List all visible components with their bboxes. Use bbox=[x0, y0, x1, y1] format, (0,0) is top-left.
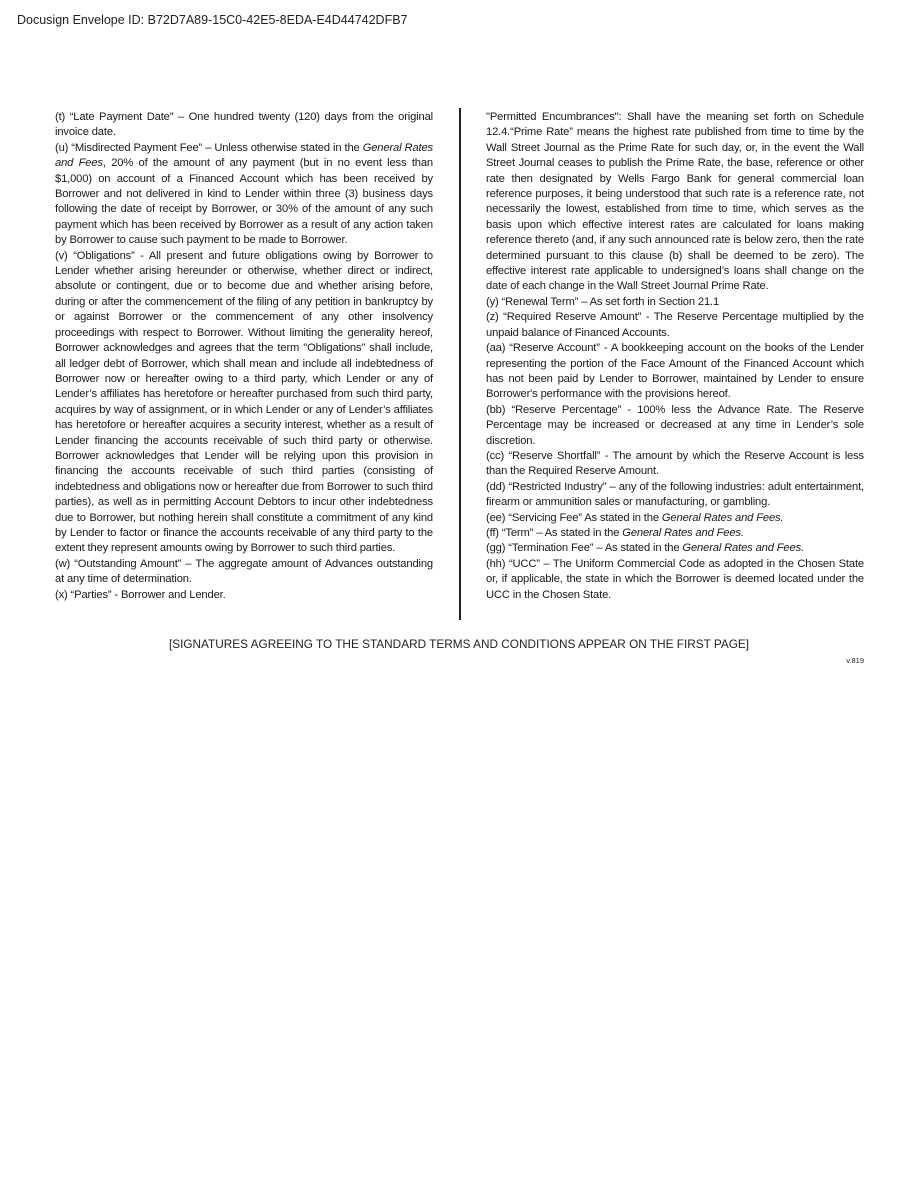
definition-parties: (x) “Parties” - Borrower and Lender. bbox=[55, 588, 226, 601]
definition-italic-ref: General Rates and Fees. bbox=[682, 542, 804, 555]
definition-italic-ref: General Rates and Fees. bbox=[661, 511, 784, 524]
definition-text: , 20% of the amount of any payment (but in no event less than $1,000) on account of a Financed Account which has been received by Borrower and not delivered in kind to Lender within three (3) business days following the date of receipt by Borrower, or 30% of the amount of any such payment which has been received by Borrower as a result of any action taken by Borrower to cause such payment to be made to Borrower. bbox=[55, 157, 433, 247]
column-divider bbox=[459, 108, 461, 620]
definition-text: (ee) “Servicing Fee” As stated in the bbox=[486, 511, 662, 524]
right-column bbox=[486, 110, 864, 603]
definition-renewal-term: (y) “Renewal Term” – As set forth in Section 21.1 bbox=[486, 295, 720, 308]
definition-misdirected-payment-fee bbox=[55, 141, 433, 249]
definition-restricted-industry: (dd) “Restricted Industry” – any of the following industries: adult entertainment, firearm or ammunition sales or manufacturing, or gambling. bbox=[486, 480, 864, 509]
definition-italic-ref: General Rates and Fees. bbox=[622, 526, 744, 539]
definition-late-payment-date: (t) “Late Payment Date” – One hundred twenty (120) days from the original invoice date. bbox=[55, 111, 433, 139]
definition-text: (gg) “Termination Fee” – As stated in the bbox=[486, 542, 683, 555]
definition-ucc: (hh) “UCC” – The Uniform Commercial Code as adopted in the Chosen State or, if applicable, the state in which the Borrower is deemed located under the UCC in the Chosen State. bbox=[486, 557, 864, 601]
definition-required-reserve-amount: (z) “Required Reserve Amount” - The Reserve Percentage multiplied by the unpaid balance of Financed Accounts. bbox=[486, 311, 864, 339]
definition-obligations: (v) “Obligations” - All present and future obligations owing by Borrower to Lender whether arising hereunder or otherwise, whether direct or indirect, absolute or contingent, due or to become due and whether arising before, during or after the commencement of the filing of any petition in bankruptcy by or against Borrower or the commencement of any other insolvency proceedings with respect to Borrower. Without limiting the generality hereof, Borrower acknowledges and agrees that the term "Obligations" shall include, all ledger debt of Borrower, which shall mean and include all indebtedness of Borrower now or hereafter owing to a third party, which Lender or any of Lender’s affiliates has heretofore or hereafter purchased from such third party, acquires by way of assignment, or in which Lender or any of Lender’s affiliates has heretofore or hereafter acquires a security interest, whether as a result of Lender financing the accounts receivable of such third party or otherwise. Borrower acknowledges that Lender will be relying upon this provision in financing the accounts receivable of such third parties (consisting of indebtedness and obligations now or hereafter due from Borrower to such third parties), as well as in permitting Account Debtors to incur other indebtedness due to Borrower, but nothing herein shall constitute a commitment of any kind by Lender to factor or finance the accounts receivable of any third party to the extent they represent amounts owing by Borrower to such third parties. bbox=[55, 249, 433, 555]
definition-italic-ref: General Rates and Fees bbox=[55, 141, 433, 170]
envelope-id-header: Docusign Envelope ID: B72D7A89-15C0-42E5-8EDA-E4D44742DFB7 bbox=[17, 13, 408, 27]
definition-text: (ff) “Term” – As stated in the bbox=[486, 526, 623, 539]
definition-termination-fee bbox=[486, 541, 864, 556]
definition-reserve-shortfall: (cc) “Reserve Shortfall” - The amount by which the Reserve Account is less than the Required Reserve Amount. bbox=[486, 449, 864, 478]
definition-reserve-account: (aa) “Reserve Account” - A bookkeeping account on the books of the Lender representing the portion of the Face Amount of the Financed Account which has not been paid by Lender to Borrower, maintained by Lender to ensure Borrower's performance with the provisions hereof. bbox=[486, 342, 864, 401]
definition-text: (u) “Misdirected Payment Fee” – Unless otherwise stated in the bbox=[55, 141, 363, 154]
definition-outstanding-amount: (w) “Outstanding Amount” – The aggregate amount of Advances outstanding at any time of determination. bbox=[55, 557, 433, 586]
definition-servicing-fee bbox=[486, 511, 864, 526]
version-label: v.819 bbox=[846, 656, 864, 665]
left-column bbox=[55, 110, 433, 603]
signature-notice: [SIGNATURES AGREEING TO THE STANDARD TERMS AND CONDITIONS APPEAR ON THE FIRST PAGE] bbox=[168, 637, 750, 651]
definition-term bbox=[486, 526, 864, 541]
definition-permitted-encumbrances-prime-rate: "Permitted Encumbrances": Shall have the meaning set forth on Schedule 12.4.“Prime Rate” means the highest rate published from time to time by the Wall Street Journal as the Prime Rate for such day, or, in the event the Wall Street Journal ceases to publish the Prime Rate, the base, reference or other rate then designated by Wells Fargo Bank for general commercial loan reference purposes, it being understood that such rate is a reference rate, not necessarily the lowest, established from time to time, which serves as the basis upon which effective interest rates are calculated for loans making reference thereto (and, if any such announced rate is below zero, then the rate determined pursuant to this clause (b) shall be deemed to be zero). The effective interest rate applicable to undersigned’s loans shall change on the date of each change in the Wall Street Journal Prime Rate. bbox=[486, 111, 864, 293]
definition-reserve-percentage: (bb) “Reserve Percentage” - 100% less the Advance Rate. The Reserve Percentage may be increased or decreased at any time in Lender’s sole discretion. bbox=[486, 403, 864, 447]
